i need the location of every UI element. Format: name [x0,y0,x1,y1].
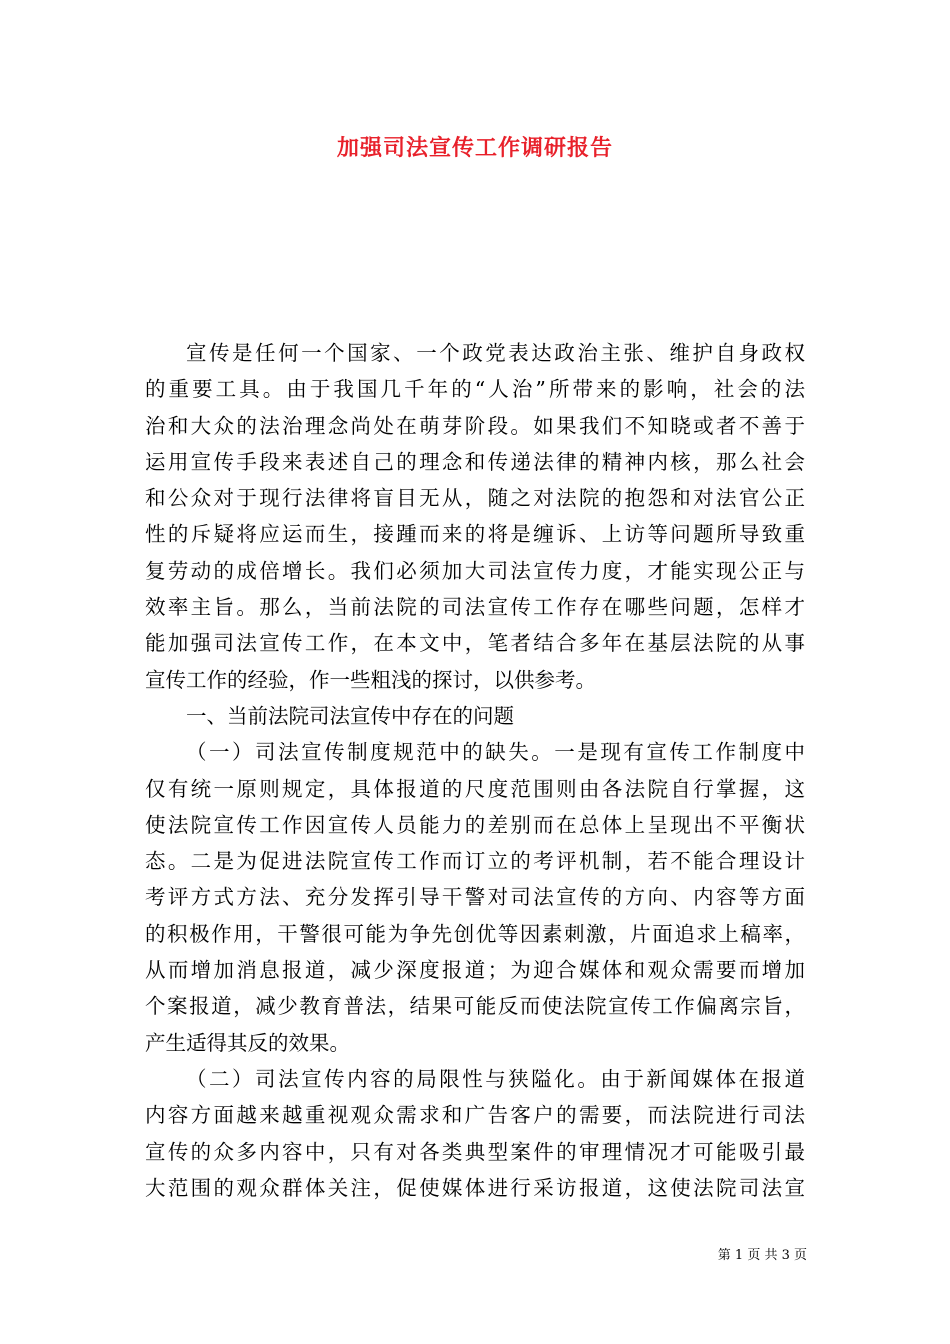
text-line: 和公众对于现行法律将盲目无从，随之对法院的抱怨和对法官公正 [145,486,805,511]
text-line: 宣传工作的经验，作一些粗浅的探讨，以供参考。 [145,667,596,692]
section-heading [145,698,805,734]
text-line: 的重要工具。由于我国几千年的“人治”所带来的影响，社会的法 [145,377,805,402]
text-line: 从而增加消息报道，减少深度报道；为迎合媒体和观众需要而增加 [145,958,805,983]
text-line: 能加强司法宣传工作，在本文中，笔者结合多年在基层法院的从事 [145,631,805,656]
text-line: 考评方式方法、充分发挥引导干警对司法宣传的方向、内容等方面 [145,885,805,910]
paragraph [145,1061,805,1206]
text-line: 宣传的众多内容中，只有对各类典型案件的审理情况才可能吸引最 [145,1139,805,1164]
text-line: 效率主旨。那么，当前法院的司法宣传工作存在哪些问题，怎样才 [145,595,805,620]
text-line: 的积极作用，干警很可能为争先创优等因素刺激，片面追求上稿率， [145,921,805,946]
document-title: 加强司法宣传工作调研报告 [336,135,613,161]
text-line: 一、当前法院司法宣传中存在的问题 [186,703,514,728]
page-number: 第 1 页 共 3 页 [717,1248,807,1263]
document-body [145,335,805,1206]
text-line: 大范围的观众群体关注，促使媒体进行采访报道，这使法院司法宣 [145,1175,805,1200]
text-line: 仅有统一原则规定，具体报道的尺度范围则由各法院自行掌握，这 [145,776,805,801]
text-line: 个案报道，减少教育普法，结果可能反而使法院宣传工作偏离宗旨， [145,994,805,1019]
paragraph [145,335,805,698]
text-line: 产生适得其反的效果。 [145,1030,350,1055]
text-line: 态。二是为促进法院宣传工作而订立的考评机制，若不能合理设计 [145,849,805,874]
text-line: 性的斥疑将应运而生，接踵而来的将是缠诉、上访等问题所导致重 [145,522,805,547]
text-line: 运用宣传手段来表述自己的理念和传递法律的精神内核，那么社会 [145,449,805,474]
text-line: （一）司法宣传制度规范中的缺失。一是现有宣传工作制度中 [186,740,805,765]
text-line: 治和大众的法治理念尚处在萌芽阶段。如果我们不知晓或者不善于 [145,413,805,438]
text-line: 宣传是任何一个国家、一个政党表达政治主张、维护自身政权 [186,341,805,365]
text-line: 复劳动的成倍增长。我们必须加大司法宣传力度，才能实现公正与 [145,558,805,583]
text-line: （二）司法宣传内容的局限性与狭隘化。由于新闻媒体在报道 [186,1066,805,1091]
text-line: 使法院宣传工作因宣传人员能力的差别而在总体上呈现出不平衡状 [145,812,805,837]
text-line: 内容方面越来越重视观众需求和广告客户的需要，而法院进行司法 [145,1103,805,1128]
paragraph [145,734,805,1061]
